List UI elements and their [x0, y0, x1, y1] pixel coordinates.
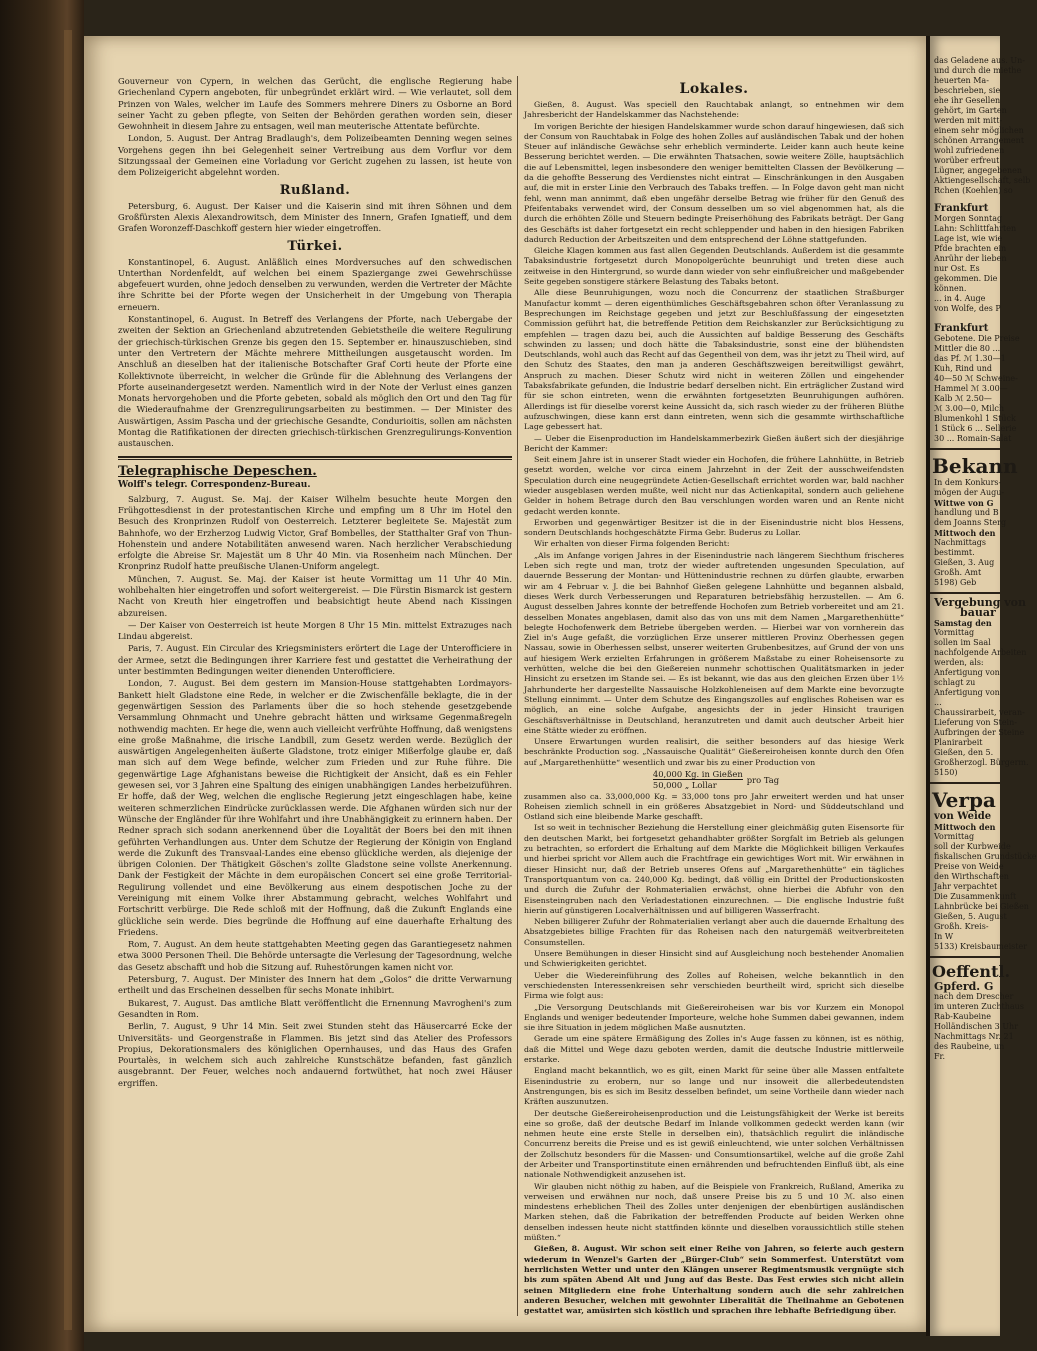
strip-line: Die Zusammenkunft	[934, 892, 1017, 901]
strip-line: des Raubeine, un	[934, 1042, 1005, 1051]
strip-line: Lahnbrücke bei Gießen	[934, 902, 1029, 911]
strip-rule	[930, 956, 1000, 958]
strip-line: In dem Konkurs-	[934, 478, 1002, 487]
heading-lokales: Lokales.	[679, 81, 749, 97]
strip-line: einem sehr möglichen	[934, 126, 1024, 135]
paragraph: „Als im Anfange vorigen Jahres in der Eisenindustrie nach längerem Siechthum frischeres Leben sich regte und man, trotz der wieder auftretenden ungesunden Speculation, auf dauernde Besserung der Montan- und Hüttenindustrie rechnen zu dürfen glaubte, erwarben wir am 4 Februar v. J. die bei Bahnhof Gießen gelegene Lahnhütte und begannen alsbald, dieses Werk durch Verbesserungen und Reparaturen betriebsfähig herzustellen. — Am 6. August desselben Jahres konnte der betreffende Hochofen zum Betrieb vorbereitet und am 21. desselben Monates angeblasen, damit also das von uns mit dem Namen „Margarethenhütte“ belegte Hochofenwerk dem Betriebe übergeben werden. — Hierbei war von vornherein das Ziel in's Auge gefaßt, die vorzüglichen Erze unserer mittleren Provinz Oberhessen gegen Nassau, sowie in Oberhessen selbst, unserer weiterten Grubenbesitzes, auf Grund der von uns auf hiesigem Werk erzielten Erfahrungen in größerem Maßstabe zu einer Roheisensorte zu verhütten, welche die bei den Gießereien nunmehr schottischen Qualitätsmarken in jeder Hinsicht zu ersetzen im Stande sei. — Es ist bekannt, wie das aus den gleichen Erzen über 1½ Jahrhunderte her dargestellte Nassauische Holzkohleneisen auf dem Markte eine bevorzugte Stellung einnimmt. — Unter dem Schutze des Eingangszolles auf englisches Roheisen war es möglich, an eine solche Aufgabe, angesichts der in jeder Hinsicht traurigen Geschäftsverhältnisse in Deutschland, heranzutreten und damit auch deutscher Arbeit hier eine Stätte wieder zu eröffnen.	[524, 550, 904, 735]
paragraph: Erworben und gegenwärtiger Besitzer ist die in der Eisenindustrie nicht blos Hessens, sondern Deutschlands hochgeschätzte Firma Gebr. Buderus zu Lollar.	[524, 517, 904, 538]
article-petersburg: Petersburg, 6. August. Der Kaiser und die Kaiserin sind mit ihren Söhnen und dem Großfürsten Alexis Alexandrowitsch, dem Minister des Innern, Grafen Ignatieff, und dem Grafen Woronzeff-Daschkoff gestern hier wieder eingetroffen.	[118, 200, 512, 234]
paragraph: Gleiche Klagen kommen aus fast allen Gegenden Deutschlands. Außerdem ist die gesammte Tabaksindustrie fortgesetzt durch Monopolgerüchte beunruhigt und treten diese auch zeitweise in den Hintergrund, so wurde dann wieder von sehr einflußreicher und maßgebender Seite gegeben sonstigere stärkere Belastung des Tabaks betont.	[524, 246, 904, 287]
article-giessen-2: Gießen, 8. August. Wir schon seit einer Reihe von Jahren, so feierte auch gestern wiederum in Wenzel's Garten der „Bürger-Club“ sein Sommerfest. Unterstützt vom herrlichsten Wetter und unter den Klängen unserer Regimentsmusik vergnügte sich bis zum späten Abend Alt und Jung auf das Beste. Das Fest erwies sich nicht allein seinen Mitgliedern eine frohe Unterhaltung sondern auch die sehr zahlreichen anderen Besucher, welchen mit gewohnter Liberalität die Theilnahme an Gebotenen gestattet war, amüsirten sich köstlich und sprachen ihre lebhafte Befriedigung über.	[524, 1244, 904, 1316]
heading-tuerkei: Türkei.	[287, 238, 343, 254]
strip-line: Morgen Sonntag	[934, 214, 1003, 223]
paragraph: Wir glauben nicht nöthig zu haben, auf die Beispiele von Frankreich, Rußland, Amerika zu verweisen und erwähnen nur noch, daß unsere Preise bis zu 5 und 10 ℳ. also einen mindestens erheblichen Theil des Zolles unter denjenigen der ebenbürtigen ausländischen Marken stehen, daß die Fabrikation der betreffenden Producte auf beiden Werken ohne denselben indessen heute nicht stattfinden könnte und dieselben voraussichtlich stille stehen müßten.“	[524, 1181, 904, 1243]
strip-line: können.	[934, 284, 967, 293]
strip-line: worüber erfreut	[934, 156, 1000, 165]
strip-line: 5150)	[934, 768, 958, 777]
strip-line: Gießen, 5. August	[934, 912, 1007, 921]
strip-line: Fr.	[934, 1052, 946, 1061]
strip-line: 1 Stück 6 ... Sellerie	[934, 424, 1017, 433]
strip-rule	[930, 592, 1000, 594]
strip-rule	[930, 782, 1000, 784]
column-divider	[517, 76, 518, 1316]
strip-line: Hammel ℳ 3.00—	[934, 384, 1008, 393]
paragraph: Unsere Bemühungen in dieser Hinsicht sind auf Ausgleichung noch bestehender Anomalien und Schwierigkeiten gerichtet.	[524, 949, 904, 969]
strip-line: handlung und B	[934, 508, 999, 517]
strip-line: den Wirthschaften	[934, 872, 1009, 881]
strip-heading-oeffentlich: Oeffentl.	[932, 962, 1011, 981]
strip-rule	[930, 448, 1000, 450]
strip-line: das Geladene aus. Un-	[934, 56, 1025, 65]
strip-line: von Weide	[934, 811, 992, 822]
article-muenchen: München, 7. August. Se. Maj. der Kaiser ist heute Vormittag um 11 Uhr 40 Min. wohlbehalten hier eingetroffen und sofort weitergereist. — Die Fürstin Bismarck ist gestern Nacht von Kreuth hier eingetroffen und beabsichtigt heute Abend nach Kissingen abzureisen.	[118, 573, 512, 618]
strip-line: heuerten Ma-	[934, 76, 989, 85]
strip-line: das Pf. ℳ 1.30—1	[934, 354, 1006, 363]
strip-heading-bauarbeiten: bauar	[960, 606, 996, 619]
strip-line: Großherzogl. Bürgerm.	[934, 758, 1029, 767]
subheading-bureau: Wolff's telegr. Correspondenz-Bureau.	[118, 479, 311, 490]
strip-line: Anfertigung von	[934, 688, 1000, 697]
strip-line: nur Ost. Es	[934, 264, 980, 273]
production-figures	[653, 769, 743, 791]
strip-line: werden mit mitt-	[934, 116, 1003, 125]
strip-line: Aktiengesellschaft, selb	[934, 176, 1031, 185]
strip-heading-vergebung: Vergebung von	[934, 596, 1026, 609]
strip-line: nachfolgende Arbeiten	[934, 648, 1027, 657]
production-lollar: 50,000 „ Lollar	[652, 780, 717, 791]
strip-line: Wittwe von G	[934, 498, 994, 508]
strip-line: Rab-Kaubeine	[934, 1012, 991, 1021]
strip-line: Vormittag	[934, 628, 975, 637]
heading-russland: Rußland.	[279, 182, 351, 198]
article-paris: Paris, 7. August. Ein Circular des Kriegsministers erörtert die Lage der Unterofficiere in der Armee, setzt die Bedingungen ihrer Karriere fest und gestattet die Verheirathung der unter bestimmten Bedingungen weiter dienenden Unterofficiere.	[118, 643, 512, 677]
article-berlin: Berlin, 7. August, 9 Uhr 14 Min. Seit zwei Stunden steht das Häusercarré Ecke der Universitäts- und Georgenstraße in Flammen. Bis jetzt sind das Atelier des Professors Propius, Dekorationsmalers des königlichen Opernhauses, und das Haus des Grafen Pourtalès, in welchem sich auch zahlreiche Kunstschätze befanden, fast gänzlich ausgebrannt. Der Feuer, welches noch andauernd fortwüthet, hat noch zwei Häuser ergriffen.	[118, 1021, 512, 1088]
strip-line: Anrühr der lieben	[934, 254, 1007, 263]
section-rule	[118, 456, 512, 460]
strip-line: 5198) Geb	[934, 578, 977, 587]
strip-line: Chaussirarbeit, veran-	[934, 708, 1025, 717]
strip-line: ...	[934, 698, 942, 707]
production-calculation	[524, 769, 904, 791]
strip-line: 30 ... Romain-Salat	[934, 434, 1012, 443]
strip-line: ℳ 3.00—0, Milch	[934, 404, 1005, 413]
strip-line: gekommen. Die	[934, 274, 998, 283]
article-london-2: London, 7. August. Bei dem gestern im Mansion-House stattgehabten Lordmayors-Bankett hielt Gladstone eine Rede, in welcher er die Zwischenfälle beklagte, die in der gegenwärtigen Session des Parlaments über die so hoch stehende gesetzgebende Versammlung Ohnmacht und Unehre gebracht hätten und wirksame Gegenmaßregeln nothwendig machten. Er hege die, wenn auch vielleicht verfrühte Hoffnung, daß wenigstens eine große Maßnahme, die irische Landbill, zum Gesetz werden werde. Bezüglich der auswärtigen Angelegenheiten äußerte Gladstone, trotz einiger Mißerfolge glaube er, daß man sich auf dem Wege befinde, welcher zum Frieden und zur Ruhe führe. Die gegenwärtige Lage Afghanistans beweise die Richtigkeit der Ansicht, daß es ein Fehler gewesen sei, vor 3 Jahren eine Spaltung des einigen unabhängigen Landes herbeizuführen. Er hoffe, daß der Weg, welchen die englische Regierung jetzt eingeschlagen habe, keine weiteren schmerzlichen Eindrücke zurücklassen werde. Die Afghanen würden sich nur der Wünsche der Engländer für ihre Wohlfahrt und ihre Unabhängigkeit zu erinnern haben. Der Redner sprach sich sodann anerkennend über die Loyalität der Boers bei den mit ihnen geführten Verhandlungen aus. Unter dem Schutze der Regierung der Königin von England werde die Zukunft des Transvaal-Landes eine ebenso glückliche werden, als diejenige der übrigen Colonien. Der Thätigkeit Göschen's zollte Gladstone seine vollste Anerkennung. Dank der Festigkeit der Mächte in dem europäischen Concert sei eine große Territorial-Regulirung vollendet und eine Bevölkerung aus einem despotischen Joche zu der Vereinigung mit einem Volke ihrer Abstammung gebracht, welches Wohlfahrt und Fortschritt verbürge. Die Rede schloß mit der Hoffnung, daß die Zukunft Englands eine glückliche sein werde. Dies begründe die Hoffnung auf eine dauerhafte Erhaltung des Friedens.	[118, 678, 512, 937]
strip-heading-frankfurt: Frankfurt	[934, 203, 989, 214]
strip-line: Kalb ℳ 2.50—	[934, 394, 992, 403]
paragraph: Wir erhalten von dieser Firma folgenden Bericht:	[534, 539, 730, 549]
strip-line: Gebotene. Die Preise	[934, 334, 1020, 343]
strip-line: Großh. Amt	[934, 568, 982, 577]
strip-line: wohl zufriedenen	[934, 146, 1005, 155]
paragraph: Unsere Erwartungen wurden realisirt, die seither besonders auf das hiesige Werk beschränkte Production sog. „Nassauische Qualität“ Gießereiroheisen konnte durch den Ofen auf „Margarethenhütte“ wesentlich und zwar bis zu einer Production von	[524, 737, 904, 767]
production-unit: pro Tag	[746, 774, 780, 785]
strip-line: beschrieben, sie	[934, 86, 1001, 95]
spine-edge	[64, 30, 72, 1330]
strip-line: Lieferung von Stein-	[934, 718, 1017, 727]
strip-heading-verpachtung: Verpa	[932, 788, 996, 812]
paragraph: Ist so weit in technischer Beziehung die Herstellung einer gleichmäßig guten Eisensorte für den deutschen Markt, bei fortgesetzt gehandhabter größter Sorgfalt im Betrieb als gelungen zu betrachten, so erfordert die Erhaltung auf dem Markte die Möglichkeit billigen Verkaufes und hierbei spricht vor Allem auch die Frachtfrage ein gewichtiges Wort mit. Wir erwähnen in dieser Hinsicht nur, daß der Betrieb unseres Ofens auf „Margarethenhütte“ ein tägliches Transportquantum von ca. 240,000 Kg. bedingt, daß völlig ein Drittel der Productionskosten und durch die Zufuhr der Rohmaterialien erwächst, ohne hierbei die Abfuhr von den Eisensteingruben nach den Verladestationen einzurechnen. — Die englische Industrie fußt hierin auf günstigeren Localverhältnissen und auf billigeren Wasserfracht.	[524, 823, 904, 915]
article-konstantinopel: Konstantinopel, 6. August. Anläßlich eines Mordversuches auf den schwedischen Unterthan Nordenfeldt, auf welchen bei einem Spaziergange zwei Gewehrschüsse abgefeuert wurden, ohne jedoch denselben zu verwunden, werden die Vertreter der Mächte ihre Schritte bei der Pforte wegen der Unsicherheit in der Umgebung von Therapia erneuern.	[118, 256, 512, 312]
strip-line: Lage ist, wie wie	[934, 234, 1003, 243]
strip-line: Lahn: Schlittfahrten	[934, 224, 1017, 233]
strip-line: fiskalischen Grundstücke	[934, 852, 1037, 861]
strip-line: Samstag den	[934, 618, 992, 628]
paragraph: Neben billigerer Zufuhr der Rohmaterialien verlangt aber auch die dauernde Erhaltung des Absatzgebietes billige Frachten für das Roheisen nach den naturgemäß weitverbreiteten Consumstellen.	[524, 917, 904, 947]
article-rom: Rom, 7. August. An dem heute stattgehabten Meeting gegen das Garantiegesetz nahmen etwa 3000 Personen Theil. Die Behörde untersagte die Verlesung der Tagesordnung, welche das Gesetz abschafft und hob die Sitzung auf. Ruhestörungen kamen nicht vor.	[118, 939, 512, 972]
strip-line: schönen Arrangement	[934, 136, 1025, 145]
strip-line: Preise von Weide	[934, 862, 1004, 871]
adjacent-page-strip	[930, 36, 1037, 1336]
paragraph: „Die Versorgung Deutschlands mit Gießereiroheisen war bis vor Kurzem ein Monopol Englands und weniger bedeutender Importeure, welche hohe Summen dabei gewannen, indem sie ihre Situation in jedem möglichen Maße ausnutzten.	[524, 1002, 904, 1033]
strip-line: Jahr verpachtet	[934, 882, 998, 891]
article-salzburg: Salzburg, 7. August. Se. Maj. der Kaiser Wilhelm besuchte heute Morgen den Frühgottesdienst in der protestantischen Kirche und empfing um 8 Uhr im Hotel den Besuch des Kronprinzen Rudolf von Oesterreich. Letzterer begleitete Se. Majestät zum Bahnhofe, wo der Erzherzog Ludwig Victor, Graf Bombelles, der Statthalter Graf von Thun-Hohenstein und andere Notabilitäten anwesend waren. Nach herzlicher Verabschiedung erfolgte die Abreise Sr. Majestät um 8 Uhr 40 Min. via Rosenheim nach München. Der Kronprinz Rudolf hatte preußische Ulanen-Uniform angelegt.	[118, 493, 512, 572]
strip-line: von Wolfe, des P	[934, 304, 1001, 313]
paragraph: Seit einem Jahre ist in unserer Stadt wieder ein Hochofen, die frühere Lahnhütte, in Betrieb gesetzt worden, welche vor circa einem Jahrzehnt in der Zeit der ausschweifendsten Speculation durch eine neugegründete Actien-Gesellschaft errichtet worden war, bald nachher wieder ausgeblasen werden mußte, weil nicht nur das Actienkapital, sondern auch geliehene Gelder in hohem Betrage durch den Bau verschlungen worden waren und an Rente nicht gedacht werden konnte.	[524, 455, 904, 516]
strip-line: Anfertigung von	[934, 668, 1000, 677]
strip-line: schlagt zu	[934, 678, 976, 687]
strip-line: im unteren Zuchthaus	[934, 1002, 1024, 1011]
strip-line: gehört, im Garten	[934, 106, 1007, 115]
strip-heading-bekanntmachung: Bekann	[932, 454, 1018, 478]
strip-line: Vormittag	[934, 832, 975, 841]
paragraph: — Ueber die Eisenproduction im Handelskammerbezirk Gießen äußert sich der diesjährige Bericht der Kammer:	[524, 433, 904, 453]
right-column	[524, 76, 904, 1317]
strip-line: 40—50 ℳ Schweine-	[934, 374, 1018, 383]
article-konstantinopel-2: Konstantinopel, 6. August. In Betreff des Verlangens der Pforte, nach Uebergabe der zweiten der Sektion an Griechenland abzutretenden Gebietstheile die weitere Regulirung der griechisch-türkischen Grenze bis gegen den 15. September er. hinauszuschieben, sind unter den Vertretern der Mächte mehrere Mittheilungen ausgetauscht worden. Im Anschluß an dieselben hat der italienische Botschafter Graf Corti heute der Pforte eine Kollektivnote überreicht, in welcher die Gründe für die Ablehnung des Verlangens der Pforte auseinandergesetzt werden. Namentlich wird in der Note der Verlust eines ganzen Monats hervorgehoben und die Pforte gebeten, sobald als möglich den Ort und den Tag für die Wiederaufnahme der Grenzregulirungsarbeiten zu bestimmen. — Der Minister des Auswärtigen, Assim Pascha und der griechische Gesandte, Condurioitis, sollen am nächsten Montag die Ratifikationen der directen griechisch-türkischen Grenzregulirungs-Konvention austauschen.	[118, 314, 512, 449]
newspaper-page	[84, 36, 926, 1332]
article-kaiser-oesterreich: — Der Kaiser von Oesterreich ist heute Morgen 8 Uhr 15 Min. mittelst Extrazuges nach Lindau abgereist.	[118, 619, 512, 642]
strip-line: nach dem Drescher	[934, 992, 1014, 1001]
heading-telegraphische-depeschen: Telegraphische Depeschen.	[118, 463, 317, 479]
paragraph: Gouverneur von Cypern, in welchen das Gerücht, die englische Regierung habe Griechenland Cypern angeboten, für unbegründet erklärt wird. — Wie verlautet, soll dem Prinzen von Wales, welcher im Laufe des Sommers mehrere Diners zu Osborne an Bord seiner Yacht zu geben pflegte, von Seiten der Behörden gerathen worden sein, dieser Gewohnheit in diesem Jahre zu entsagen, weil man meuterische Attentate befürchte.	[118, 76, 512, 132]
article-bukarest: Bukarest, 7. August. Das amtliche Blatt veröffentlicht die Ernennung Mavrogheni's zum Gesandten in Rom.	[118, 997, 512, 1019]
strip-line: Kuh, Rind und	[934, 364, 993, 373]
paragraph: Ueber die Wiedereinführung des Zolles auf Roheisen, welche bekanntlich in den verschiedensten Interessenkreisen sehr verschieden beurtheilt wird, spricht sich dieselbe Firma wie folgt aus:	[524, 970, 904, 1001]
strip-line: werden, als:	[934, 658, 984, 667]
paragraph: Gerade um eine spätere Ermäßigung des Zolles in's Auge fassen zu können, ist es nöthig, daß die Mittel und Wege dazu geboten werden, damit die deutsche Industrie mittlerweile erstarke.	[524, 1034, 904, 1065]
paragraph: zusammen also ca. 33,000,000 Kg. = 33,000 tons pro Jahr erweitert werden und hat unser Roheisen ziemlich schnell in ein größeres Absatzgebiet in Nord- und Süddeutschland und Ostland sich eine bleibende Marke geschafft.	[524, 791, 904, 822]
paragraph: England macht bekanntlich, wo es gilt, einen Markt für seine über alle Massen entfaltete Eisenindustrie zu erobern, nur so lange und nur insoweit die allerbedeutendsten Anstrengungen, bis es sich im Besitz desselben befindet, um seine Vortheile dann wieder nach Kräften auszunutzen.	[524, 1066, 904, 1107]
strip-line: Großh. Kreis-	[934, 922, 989, 931]
strip-line: Blumenkohl 1 Stück	[934, 414, 1016, 423]
book-spine	[0, 0, 84, 1351]
paragraph: Alle diese Beunruhigungen, wozu noch die Concurrenz der staatlichen Straßburger Manufactur kommt — deren eigenthümliches Geschäftsgebahren schon öfter Veranlassung zu Besprechungen im Reichstage gegeben und jetzt zur Beschlußfassung der eingesetzten Commission geführt hat, die betreffende Petition dem Reichskanzler zur Berücksichtigung zu empfehlen — tragen dazu bei, auch die Aussichten auf baldige Besserung des Geschäfts schwinden zu lassen; und doch hätte die Tabaksindustrie, sonst eine der blühendsten Deutschlands, wohl auch das Recht auf das Gegentheil von dem, was ihr jetzt zu Theil wird, auf den Schutz des Staates, den man ja anderen Geschäftszweigen bereitwilligst gewährt, Anspruch zu machen. Dieser Schutz wird nicht in weiteren Zöllen und eingehender Tabaksfabrikate gefunden, die Industrie bedarf derselben nicht. Ein erträglicher Zustand wird für sie schon eintreten, wenn die erwähnten fortgesetzten Beunruhigungen aufhören. Allerdings ist für dieselbe vorerst keine Aussicht da, sich rasch wieder zu der früheren Blüthe aufzuschwingen, diese kann erst dann eintreten, wenn sich die gesammte wirthschaftliche Lage gebessert hat.	[524, 288, 904, 432]
strip-line: und durch die miethe	[934, 66, 1022, 75]
article-giessen: Gießen, 8. August. Was speciell den Rauchtabak anlangt, so entnehmen wir dem Jahresbericht der Handelskammer das Nachstehende:	[524, 100, 904, 120]
strip-line: dem Joanns Sterg	[934, 518, 1007, 527]
strip-line: soll der Kurbweide	[934, 842, 1011, 851]
strip-line: Rchen (Koehlen) so	[934, 186, 1013, 195]
strip-line: Aufbringen der Steine	[934, 728, 1025, 737]
strip-line: ... in 4. Auge	[934, 294, 986, 303]
strip-line: Mittwoch den	[934, 528, 996, 538]
strip-line: Pfde brachten ein	[934, 244, 1007, 253]
strip-line: mögen der Augu-	[934, 488, 1005, 497]
strip-line: Mittwoch den	[934, 822, 996, 832]
strip-line: In W	[934, 932, 954, 941]
production-giessen: 40,000 Kg. in Gießen	[652, 769, 743, 779]
paragraph: Im vorigen Berichte der hiesigen Handelskammer wurde schon darauf hingewiesen, daß sich der Consum von Rauchtabak in Folge des hohen Zolles auf ausländischen Tabak und der hohen Steuer auf inländische Gewächse sehr erheblich verminderte. Leider kann auch heute keine Besserung berichtet werden. — Die erwähnten Thatsachen, sowie weitere Zölle, hauptsächlich die auf Lebensmittel, legen insbesondere den weniger bemittelten Classen der Bevölkerung — da die gehoffte Besserung des Verdienstes nicht eintrat — Einschränkungen in den Ausgaben auf, die mit in erster Linie den Verbrauch des Tabaks treffen. — In Folge davon geht man nicht fehl, wenn man annimmt, daß eben ungefähr derselbe Betrag wie früher für den Genuß des Pfeifentabaks verwendet wird, der Consum desselben um so viel abgenommen hat, als die durch die erhöhten Zölle und Steuern bedingte Preiserhöhung des Fabrikats beträgt. Der Gang des Geschäfts ist daher fortgesetzt ein recht schleppender und haben in den hiesigen Fabriken dadurch Reduction der Arbeitszeiten und dem entsprechend der Löhne stattgefunden.	[524, 121, 904, 244]
strip-line: sollen im Saal	[934, 638, 991, 647]
strip-line: Nachmittags Nr. 21	[934, 1032, 1014, 1041]
strip-line: Nachmittags	[934, 538, 986, 547]
strip-line: Gießen, 3. Aug	[934, 558, 995, 567]
article-petersburg-2: Petersburg, 7. August. Der Minister des Innern hat dem „Golos“ die dritte Verwarnung ertheilt und das Erscheinen desselben für sechs Monate inhibirt.	[118, 974, 512, 996]
strip-line: Planirarbeit	[934, 738, 983, 747]
strip-line: Lügner, angegebenen	[934, 166, 1023, 175]
article-london: London, 5. August. Der Antrag Bradlaugh's, dem Polizeibeamten Denning wegen seines Vorgehens gegen ihn bei Gelegenheit seiner Vertreibung aus dem Vorflur vor dem Sitzungssaal der Gemeinen eine Vorladung vor Gericht zugehen zu lassen, ist heute von dem Polizeigericht abgelehnt worden.	[118, 133, 512, 178]
strip-line: Holländischen 3 Uhr	[934, 1022, 1019, 1031]
strip-line: Mittler die 80 ...	[934, 344, 1001, 353]
strip-heading-frankfurt-2: Frankfurt	[934, 323, 989, 334]
paragraph: Der deutsche Gießereiroheisenproduction und die Leistungsfähigkeit der Werke ist bereits eine so große, daß der deutsche Bedarf im Inlande vollkommen gedeckt werden kann (wir nehmen heute eine erste Stelle in derselben ein), thatsächlich regulirt die inländische Concurrenz bereits die Preise und es ist gewiß einleuchtend, wie unter solchen Verhältnissen der Zollschutz besonders für die Massen- und Consumtionsartikel, welche auf die große Zahl der Arbeiter und Transportinstitute einen ernährenden und befruchtenden Einfluß übt, als eine nationale Nothwendigkeit anzusehen ist.	[524, 1108, 904, 1180]
strip-line: 5133) Kreisbaumeister	[934, 942, 1028, 951]
strip-line: Gießen, den 5.	[934, 748, 994, 757]
strip-line: ehe ihr Gesellen	[934, 96, 1001, 105]
left-column	[118, 76, 512, 1090]
strip-top-block	[930, 56, 1031, 196]
strip-line: bestimmt.	[934, 548, 975, 557]
strip-line: Gpferd. G	[934, 980, 994, 993]
